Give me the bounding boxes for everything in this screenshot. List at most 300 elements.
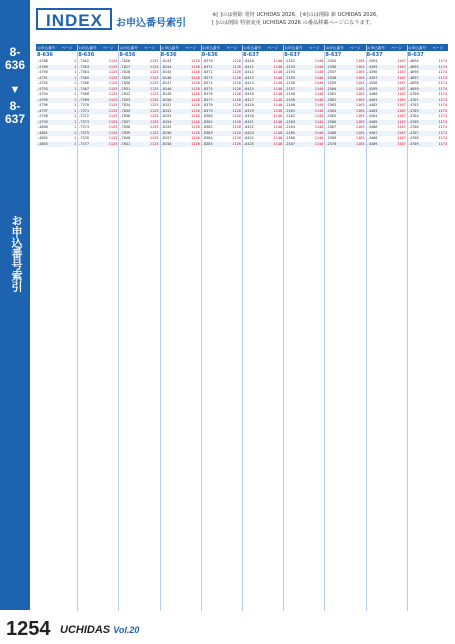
order-number: -2568 [325, 130, 337, 135]
page-ref: 1167 [397, 97, 406, 102]
order-number: -2153 [284, 64, 296, 69]
order-number: -4796 [37, 103, 48, 107]
column-prefix: 8-636 [201, 52, 218, 58]
order-number: -8143 [160, 59, 172, 63]
order-number: -4403 [366, 108, 378, 113]
page-ref: 1 [74, 59, 77, 63]
page-ref: 1126 [191, 103, 200, 107]
page-ref: 1140 [273, 125, 283, 129]
order-number: -0422 [243, 125, 254, 129]
order-number: -2561 [325, 92, 337, 96]
page-ref: 1125 [149, 103, 159, 107]
page-ref: 1125 [108, 92, 118, 96]
page-ref: 1163 [355, 125, 365, 129]
page-ref: 1174 [438, 97, 447, 102]
page-ref: 1126 [191, 125, 200, 129]
brand-label: UCHIDAS [60, 624, 111, 636]
page-ref: 1126 [232, 130, 241, 135]
legend-note-1: ※[ ]のは削除 電材 UCHIDAS 2026、[※]のは削除 新 UCHIDAS 2026。 [212, 12, 382, 18]
column-divider [324, 45, 325, 611]
page-ref: 1125 [149, 70, 159, 74]
range-start-line2: 636 [4, 58, 26, 72]
order-number: -4792 [37, 81, 48, 85]
order-number: -4402 [366, 103, 378, 107]
order-number: -0425 [243, 141, 254, 146]
order-number: -0412 [243, 70, 254, 74]
order-number: -8376 [201, 92, 213, 96]
page-header [36, 8, 448, 34]
page-ref: 1 [74, 114, 77, 118]
order-number: -7375 [78, 130, 90, 135]
page-ref: 1125 [149, 114, 159, 118]
order-number: -8380 [201, 114, 213, 118]
page-ref: 1167 [397, 64, 406, 69]
order-number: -8155 [160, 125, 172, 129]
order-number: -7370 [78, 103, 90, 107]
page-ref: 1126 [191, 141, 200, 146]
page-ref: 1163 [355, 114, 365, 118]
order-number: -4700 [407, 92, 419, 96]
order-number: -4791 [37, 75, 48, 80]
page-ref: 1125 [149, 59, 159, 63]
range-start-line1: 8- [9, 45, 21, 59]
header-code-label: お申込番号 [325, 46, 344, 50]
order-number: -7834 [119, 103, 131, 107]
page-ref: 1 [74, 92, 77, 96]
page-ref: 1126 [191, 75, 200, 80]
page-ref: 1140 [314, 97, 324, 102]
page-ref: 1125 [149, 125, 159, 129]
page-ref: 1140 [314, 130, 324, 135]
page-ref: 1125 [149, 92, 159, 96]
column-rows [366, 59, 407, 147]
page-ref: 1140 [273, 81, 283, 85]
header-code-label: お申込番号 [202, 46, 221, 50]
page-ref: 1125 [108, 81, 118, 85]
order-number: -7832 [119, 92, 131, 96]
order-number: -7836 [119, 114, 131, 118]
page-ref: 1126 [232, 103, 241, 107]
header-code-label: お申込番号 [119, 46, 138, 50]
page-ref: 1163 [355, 97, 365, 102]
page-ref: 1 [74, 103, 77, 107]
page-ref: 1 [74, 125, 77, 129]
page-ref: 1167 [397, 81, 406, 85]
order-number: -4701 [407, 97, 419, 102]
order-number: -4404 [366, 114, 378, 118]
order-number: -4407 [366, 130, 378, 135]
page-ref: 1126 [232, 64, 241, 69]
column-rows [324, 59, 365, 147]
page-ref: 1140 [314, 108, 324, 113]
page-ref: 1125 [108, 86, 118, 91]
page-ref: 1126 [191, 108, 200, 113]
order-number: -8383 [201, 130, 213, 135]
order-number: -4695 [407, 64, 419, 69]
order-number: -4707 [407, 130, 419, 135]
header-code-label: お申込番号 [243, 46, 262, 50]
order-number: -4395 [366, 64, 378, 69]
table-row [324, 142, 365, 148]
order-number: -2164 [284, 125, 296, 129]
page-ref: 1125 [149, 119, 159, 124]
page-ref: 1167 [397, 59, 406, 63]
order-number: -4406 [366, 125, 378, 129]
order-number: -2163 [284, 119, 296, 124]
table-row [201, 142, 242, 148]
page-ref: 1126 [232, 75, 241, 80]
order-number: -4704 [407, 114, 419, 118]
order-number: -4401 [366, 97, 378, 102]
range-start [0, 46, 30, 72]
page-ref: 1163 [355, 81, 365, 85]
header-page-label: ページ [226, 46, 238, 50]
order-number: -8381 [201, 119, 213, 124]
page-ref: 1140 [273, 86, 283, 91]
page-ref: 1126 [191, 97, 200, 102]
index-column [36, 45, 77, 611]
order-number: -8375 [201, 86, 213, 91]
page-ref: 1167 [397, 130, 406, 135]
order-number: -8378 [201, 103, 213, 107]
page-ref: 1140 [273, 108, 283, 113]
order-number: -2557 [325, 70, 337, 74]
page-ref: 1167 [397, 86, 406, 91]
page-ref: 1125 [149, 141, 159, 146]
index-column [201, 45, 242, 611]
column-prefix: 8-636 [78, 52, 95, 58]
page-ref: 1125 [108, 59, 118, 63]
order-number: -0414 [243, 81, 254, 85]
column-rows [242, 59, 283, 147]
header-page-label: ページ [349, 46, 361, 50]
header-code-label: お申込番号 [366, 46, 385, 50]
column-prefix: 8-637 [284, 52, 301, 58]
range-end [0, 100, 30, 126]
page-ref: 1126 [191, 70, 200, 74]
page-ref: 1 [74, 136, 77, 140]
page-ref: 1126 [191, 86, 200, 91]
page-ref: 1174 [438, 86, 447, 91]
column-prefix: 8-637 [243, 52, 259, 58]
range-end-line2: 637 [4, 112, 26, 126]
page-ref: 1174 [438, 141, 447, 146]
order-number: -0421 [243, 119, 254, 124]
order-number: -7839 [119, 130, 131, 135]
column-rows [77, 59, 118, 147]
order-number: -4699 [407, 86, 419, 91]
page-ref: 1163 [355, 75, 365, 80]
range-end-line1: 8- [9, 99, 21, 113]
column-prefix: 8-637 [325, 52, 342, 58]
order-number: -2565 [325, 114, 337, 118]
table-row [77, 142, 118, 148]
order-number: -0415 [243, 86, 254, 91]
order-number: -7373 [78, 119, 90, 124]
column-rows [160, 59, 201, 147]
index-column [283, 45, 324, 611]
order-number: -4706 [407, 125, 419, 129]
page-ref: 1140 [314, 70, 324, 74]
column-prefix: 8-636 [160, 52, 177, 58]
index-column [407, 45, 448, 611]
order-number: -4799 [37, 119, 48, 124]
page-ref: 1 [74, 81, 77, 85]
order-number: -0423 [243, 130, 254, 135]
page-ref: 1140 [314, 119, 324, 124]
page-ref: 1125 [149, 64, 159, 69]
page-number: 1254 [6, 618, 51, 640]
page-ref: 1126 [232, 141, 241, 146]
page-ref: 1125 [108, 130, 118, 135]
page-ref: 1125 [149, 108, 159, 113]
order-number: -0420 [243, 114, 254, 118]
order-number: -4396 [366, 70, 378, 74]
page-ref: 1140 [273, 97, 283, 102]
page-ref: 1140 [273, 136, 283, 140]
order-number: -7835 [119, 108, 131, 113]
page-ref: 1126 [191, 136, 200, 140]
order-number: -4793 [37, 86, 48, 91]
page-ref: 1 [74, 130, 77, 135]
page-ref: 1140 [314, 92, 324, 96]
column-prefix: 8-637 [366, 52, 383, 58]
index-column [160, 45, 201, 611]
page-ref: 1125 [108, 136, 118, 140]
sidebar-title: お申込番号索引 [10, 215, 23, 292]
order-number: -0418 [243, 103, 254, 107]
page-ref: 1125 [108, 103, 118, 107]
page-ref: 1125 [108, 114, 118, 118]
order-number: -2159 [284, 97, 296, 102]
page-ref: 1126 [191, 81, 200, 85]
order-number: -4798 [37, 114, 48, 118]
page-ref: 1167 [397, 75, 406, 80]
page-ref: 1140 [273, 119, 283, 124]
table-row [160, 142, 201, 148]
page-ref: 1140 [273, 70, 283, 74]
order-number: -7841 [119, 141, 131, 146]
order-number: -8382 [201, 125, 213, 129]
sidebar [0, 0, 30, 610]
order-number: -7369 [78, 97, 90, 102]
page-ref: 1163 [355, 70, 365, 74]
header-page-label: ページ [185, 46, 196, 50]
page-ref: 1174 [438, 136, 447, 140]
order-number: -7831 [119, 86, 131, 91]
order-number: -2560 [325, 86, 337, 91]
column-divider [77, 45, 78, 611]
page-ref: 1174 [438, 70, 447, 74]
header-page-label: ページ [61, 46, 73, 50]
page-ref: 1126 [232, 119, 241, 124]
order-number: -4397 [366, 75, 378, 80]
page-subtitle: お申込番号索引 [116, 18, 186, 29]
page-ref: 1 [74, 75, 77, 80]
page-ref: 1126 [191, 130, 200, 135]
header-page-label: ページ [143, 46, 155, 50]
order-number: -4400 [366, 92, 378, 96]
page-ref: 1125 [149, 97, 159, 102]
order-number: -2154 [284, 70, 296, 74]
page-ref: 1125 [149, 75, 159, 80]
order-number: -4696 [407, 70, 419, 74]
order-number: -7838 [119, 125, 131, 129]
order-number: -7364 [78, 70, 90, 74]
order-number: -7365 [78, 75, 90, 80]
order-number: -7840 [119, 136, 131, 140]
page-ref: 1163 [355, 108, 365, 113]
order-number: -7367 [78, 86, 90, 91]
header-page-label: ページ [267, 46, 279, 50]
table-row [407, 142, 448, 148]
page-ref: 1126 [232, 108, 241, 113]
page-ref: 1174 [438, 108, 447, 113]
page-ref: 1140 [314, 125, 324, 129]
order-number: -4705 [407, 119, 419, 124]
page-ref: 1126 [191, 59, 200, 63]
order-number: -2567 [325, 125, 337, 129]
order-number: -8144 [160, 64, 172, 69]
legend-note-2: [ ]のは削除 特別変更 UCHIDAS 2026 の番品移載ページになります。 [212, 20, 375, 26]
table-row [242, 142, 283, 148]
page-ref: 1140 [273, 103, 283, 107]
brand-name [60, 624, 139, 636]
page-ref: 1174 [438, 92, 447, 96]
page-ref: 1125 [149, 86, 159, 91]
order-number: -7837 [119, 119, 131, 124]
order-number: -4794 [37, 92, 48, 96]
order-number: -4399 [366, 86, 378, 91]
order-number: -4708 [407, 136, 419, 140]
order-number: -8150 [160, 97, 172, 102]
page-ref: 1126 [232, 136, 241, 140]
order-number: -8152 [160, 108, 172, 113]
order-number: -2167 [284, 141, 296, 146]
order-number: -8372 [201, 70, 213, 74]
order-number: -7827 [119, 64, 131, 69]
order-number: -4394 [366, 59, 378, 63]
order-number: -4698 [407, 81, 419, 85]
order-number: -8147 [160, 81, 172, 85]
page-title: INDEX [46, 11, 103, 30]
page-ref: 1174 [438, 125, 447, 129]
order-number: -7830 [119, 81, 131, 85]
order-number: -8145 [160, 70, 172, 74]
order-number: -0419 [243, 108, 254, 113]
page-ref: 1140 [314, 103, 324, 107]
page-ref: 1140 [273, 92, 283, 96]
column-divider [201, 45, 202, 611]
order-number: -7828 [119, 70, 131, 74]
order-number: -4697 [407, 75, 419, 80]
page-ref: 1 [74, 108, 77, 113]
order-number: -7829 [119, 75, 131, 80]
order-number: -2165 [284, 130, 296, 135]
page-ref: 1163 [355, 130, 365, 135]
order-number: -2564 [325, 108, 337, 113]
page-ref: 1140 [314, 59, 324, 63]
page-ref: 1 [74, 97, 77, 102]
order-number: -2566 [325, 119, 337, 124]
order-number: -7363 [78, 64, 90, 69]
index-column [242, 45, 283, 611]
page-ref: 1174 [438, 75, 447, 80]
page-ref: 1174 [438, 119, 447, 124]
page-ref: 1163 [355, 103, 365, 107]
order-number: -4801 [37, 130, 48, 135]
page-ref: 1163 [355, 136, 365, 140]
header-page-label: ページ [391, 46, 402, 50]
index-table [36, 44, 448, 611]
page-ref: 1167 [397, 119, 406, 124]
page-ref: 1126 [232, 114, 241, 118]
page-ref: 1125 [108, 119, 118, 124]
order-number: -8153 [160, 114, 172, 118]
order-number: -8149 [160, 92, 172, 96]
header-code-label: お申込番号 [408, 46, 427, 50]
order-number: -4797 [37, 108, 48, 113]
order-number: -2162 [284, 114, 296, 118]
column-divider [407, 45, 408, 611]
page-ref: 1126 [232, 125, 241, 129]
order-number: -0411 [243, 64, 254, 69]
page-ref: 1140 [273, 130, 283, 135]
column-divider [283, 45, 284, 611]
order-number: -7362 [78, 59, 90, 63]
page-ref: 1140 [273, 141, 283, 146]
index-column [366, 45, 407, 611]
header-page-label: ページ [102, 46, 114, 50]
page-ref: 1167 [397, 108, 406, 113]
page-ref: 1125 [108, 64, 118, 69]
page-ref: 1125 [108, 141, 118, 146]
order-number: -4703 [407, 108, 419, 113]
order-number: -2157 [284, 86, 296, 91]
page-ref: 1125 [149, 130, 159, 135]
page-ref: 1163 [355, 59, 365, 63]
page-ref: 1140 [314, 86, 324, 91]
page-ref: 1174 [438, 114, 447, 118]
page-ref: 1140 [314, 114, 324, 118]
order-number: -2556 [325, 64, 337, 69]
index-column [118, 45, 159, 611]
order-number: -2558 [325, 75, 337, 80]
page-ref: 1140 [314, 75, 324, 80]
page-ref: 1167 [397, 136, 406, 140]
order-number: -8374 [201, 81, 213, 85]
header-code-label: お申込番号 [37, 46, 56, 50]
page-ref: 1125 [149, 136, 159, 140]
order-number: -2570 [325, 141, 337, 146]
page-ref: 1126 [191, 119, 200, 124]
order-number: -2156 [284, 81, 296, 85]
order-number: -2152 [284, 59, 296, 63]
page-ref: 1140 [314, 136, 324, 140]
column-rows [118, 59, 159, 147]
order-number: -8385 [201, 141, 213, 146]
column-prefix: 8-636 [37, 52, 53, 58]
page-ref: 1174 [438, 81, 447, 85]
order-number: -4802 [37, 136, 48, 140]
page-ref: 1163 [355, 86, 365, 91]
order-number: -4803 [37, 141, 48, 146]
page-ref: 1163 [355, 119, 365, 124]
page-ref: 1163 [355, 64, 365, 69]
column-divider [118, 45, 119, 611]
order-number: -7374 [78, 125, 90, 129]
page-ref: 1 [74, 64, 77, 69]
